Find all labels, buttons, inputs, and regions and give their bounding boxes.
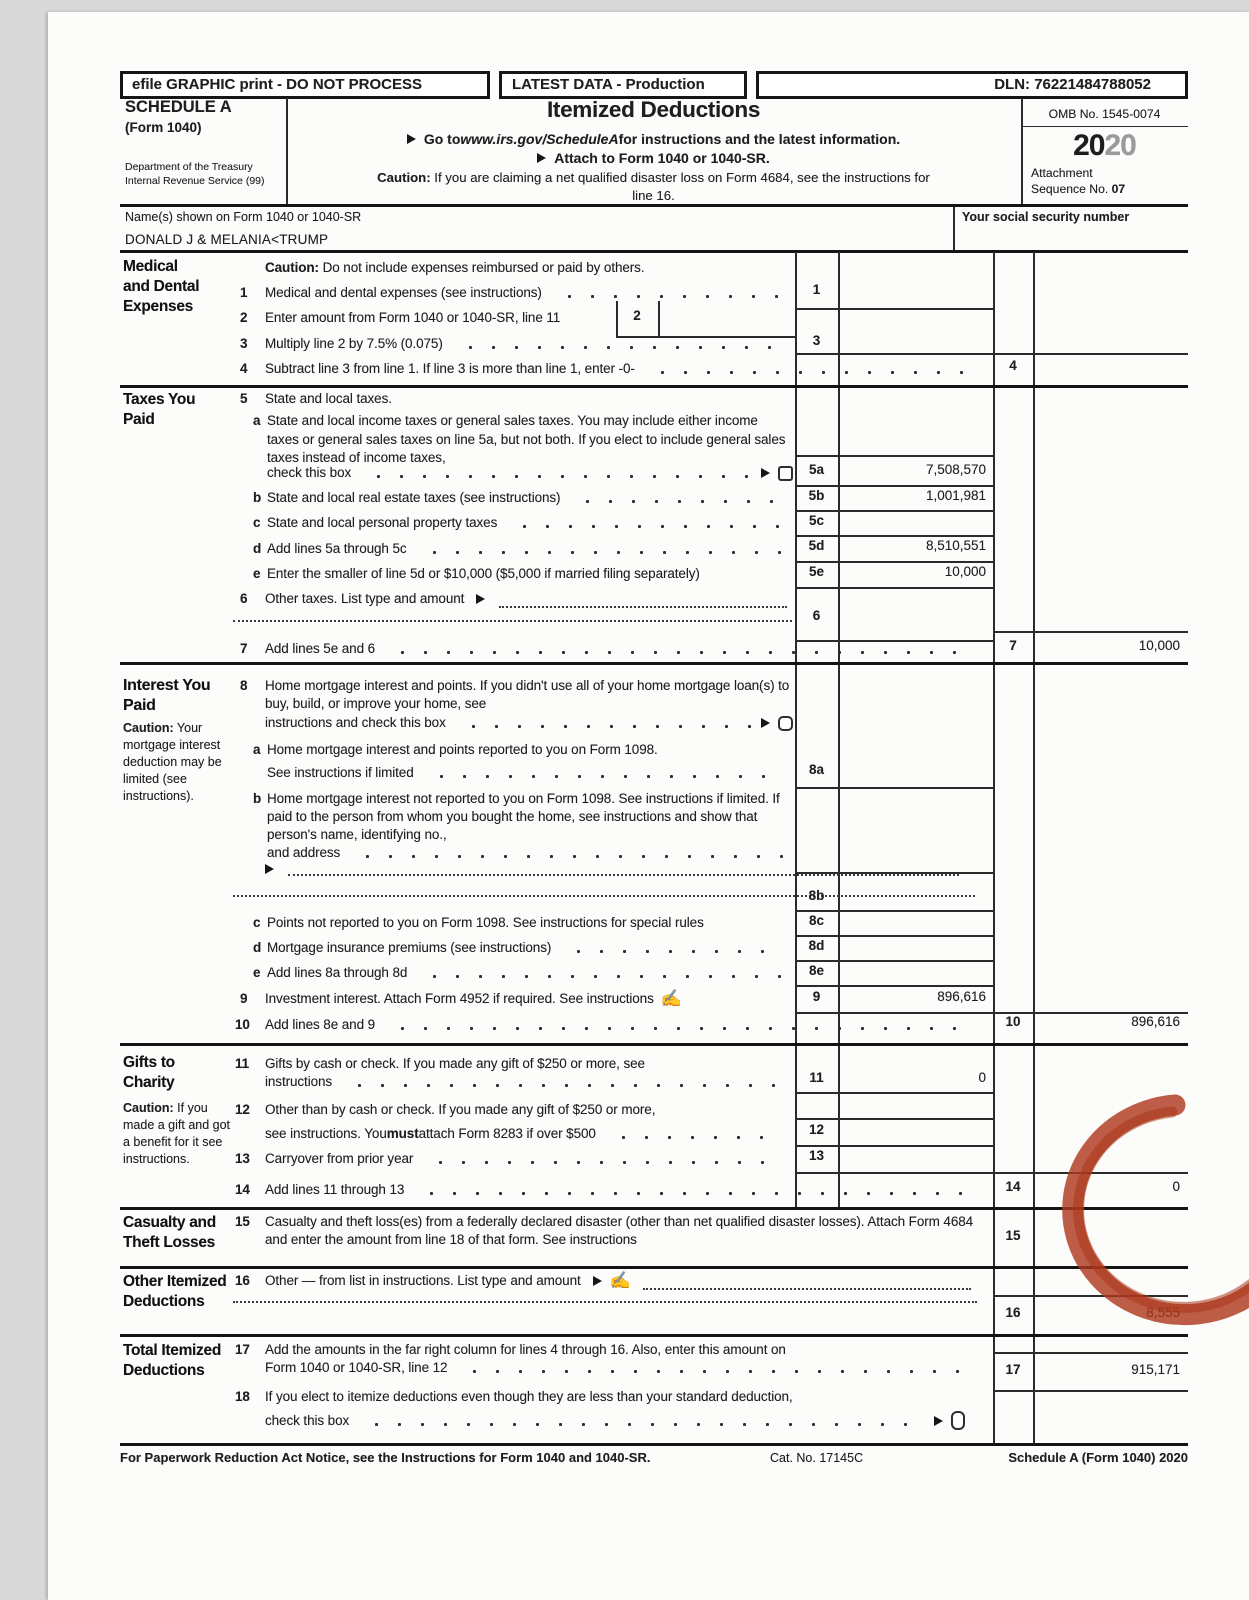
line7-amount: 10,000 <box>1138 638 1180 653</box>
cell-rule <box>795 535 993 537</box>
dot-leader <box>365 474 751 479</box>
line11-amount: 0 <box>978 1070 986 1085</box>
line8d-text-row <box>267 939 793 957</box>
line11-number: 11 <box>235 1056 250 1071</box>
line14-text-row <box>265 1181 980 1199</box>
dept-line1: Department of the Treasury <box>125 161 253 173</box>
line8e-box-label: 8e <box>808 963 825 978</box>
dept-line2: Internal Revenue Service (99) <box>125 175 265 187</box>
line5d-text-row <box>267 540 793 558</box>
goto-pre-text: Go to <box>423 131 461 147</box>
dot-leader <box>354 854 783 859</box>
line15-box-label: 15 <box>1005 1228 1021 1243</box>
line9-number: 9 <box>240 991 248 1006</box>
dot-leader <box>461 1369 973 1374</box>
line13-number: 13 <box>235 1151 250 1166</box>
section-rule <box>120 1043 1188 1046</box>
line5d-letter: d <box>253 541 262 556</box>
line17-box-label: 17 <box>1005 1362 1021 1377</box>
line8d-box-label: 8d <box>808 938 825 953</box>
line8d-letter: d <box>253 940 262 955</box>
schedule-a-label: SCHEDULE A <box>125 98 232 116</box>
write-in-line[interactable] <box>233 604 792 622</box>
line17-text: Add the amounts in the far right column for lines 4 through 16. Also, enter this amount on <box>265 1342 786 1357</box>
irs-url-link[interactable]: www.irs.gov/ScheduleA <box>460 131 619 147</box>
line8a-text2-row <box>267 764 793 782</box>
footer-rule <box>120 1443 1188 1446</box>
cell-rule <box>795 485 993 487</box>
line8b-text2: and address <box>267 845 341 860</box>
line12-text2-post: attach Form 8283 if over $500 <box>418 1126 596 1141</box>
sequence-number <box>1031 182 1125 196</box>
cell-rule <box>795 787 993 789</box>
line4-box-label: 4 <box>1009 358 1017 373</box>
section-rule <box>120 662 1188 665</box>
name-ssn-divider <box>953 207 955 250</box>
line9-text-row <box>265 990 793 1008</box>
dot-leader <box>460 724 751 729</box>
section-title-interest: Interest You Paid <box>123 677 211 714</box>
line10-number: 10 <box>235 1017 250 1032</box>
cell-rule <box>993 631 1188 633</box>
footer-form-id: Schedule A (Form 1040) 2020 <box>1008 1450 1188 1465</box>
line8-number: 8 <box>240 678 248 693</box>
dot-leader <box>565 949 783 954</box>
line1-text: Medical and dental expenses (see instructions) <box>265 285 542 300</box>
dot-leader <box>427 1160 783 1165</box>
line11-text2: instructions <box>265 1074 333 1089</box>
line4-text: Subtract line 3 from line 1. If line 3 is more than line 1, enter -0- <box>265 361 635 376</box>
line8b-address-row <box>267 844 793 862</box>
line2-inline-box-edge <box>616 301 618 337</box>
line17-number: 17 <box>235 1342 250 1357</box>
line5e-letter: e <box>253 566 261 581</box>
dln-banner <box>756 71 1188 99</box>
line8a-letter: a <box>253 742 261 757</box>
omb-number: OMB No. 1545-0074 <box>1048 107 1161 121</box>
caution-text-2: line 16. <box>632 188 675 203</box>
line14-text: Add lines 11 through 13 <box>265 1182 405 1197</box>
dot-leader <box>418 1191 970 1196</box>
inner-col-line <box>838 385 840 662</box>
line12-number: 12 <box>235 1102 250 1117</box>
header-caution <box>292 169 1015 205</box>
line5-text: State and local taxes. <box>265 391 392 406</box>
treasury-dept-label <box>125 160 265 188</box>
caution-label: Caution: <box>123 721 174 735</box>
line6-box-label: 6 <box>812 608 821 623</box>
cell-rule <box>795 587 993 589</box>
line3-box-label: 3 <box>812 333 821 348</box>
year-black-part: 20 <box>1073 129 1105 162</box>
cell-rule <box>795 455 993 457</box>
section-title-gifts: Gifts to Charity <box>123 1054 175 1091</box>
pointer-icon <box>476 594 485 604</box>
omb-rule <box>1021 126 1188 127</box>
line5b-amount: 1,001,981 <box>925 488 986 503</box>
line11-text2-row <box>265 1073 793 1091</box>
line16-box-label: 16 <box>1005 1305 1021 1320</box>
dot-leader <box>428 774 783 779</box>
name-row-rule <box>120 250 1188 253</box>
cell-rule <box>795 935 993 937</box>
line13-text: Carryover from prior year <box>265 1151 414 1166</box>
line5d-amount: 8,510,551 <box>925 538 986 553</box>
dot-leader <box>457 345 783 350</box>
pointer-icon <box>934 1416 943 1426</box>
paperwork-notice: For Paperwork Reduction Act Notice, see the Instructions for Form 1040 and 1040-SR. <box>120 1450 651 1465</box>
line17-text2: Form 1040 or 1040-SR, line 12 <box>265 1360 448 1375</box>
line18-text: If you elect to itemize deductions even though they are less than your standard deduction, <box>265 1389 793 1404</box>
dot-leader <box>421 550 783 555</box>
line13-box-label: 13 <box>808 1148 825 1163</box>
line10-box-label: 10 <box>1005 1014 1021 1029</box>
cell-rule <box>795 353 1188 355</box>
sequence-label: Sequence No. <box>1031 182 1112 196</box>
line5a-text: State and local income taxes or general sales taxes. You may include either income taxes or general sales taxes on line 5a, but not both. If you elect to include general sales taxes instead of income taxes, <box>267 413 786 465</box>
line12-box-label: 12 <box>808 1122 825 1137</box>
dln-text: DLN: 76221484788052 <box>994 76 1151 93</box>
line8b-box-label: 8b <box>808 888 825 903</box>
caution-text-1: If you are claiming a net qualified disaster loss on Form 4684, see the instructions for <box>430 170 930 185</box>
line8-check-row <box>265 714 793 732</box>
line2-number: 2 <box>240 310 248 325</box>
line3-number: 3 <box>240 336 248 351</box>
line8c-letter: c <box>253 915 261 930</box>
line10-text: Add lines 8e and 9 <box>265 1017 376 1032</box>
line1-number: 1 <box>240 285 248 300</box>
cell-rule <box>795 960 993 962</box>
cell-rule <box>795 308 993 310</box>
form-1040-label: (Form 1040) <box>125 120 202 135</box>
cell-rule <box>795 510 993 512</box>
section-rule <box>120 1334 1188 1337</box>
line5b-box-label: 5b <box>808 488 825 503</box>
elect-itemize-checkbox[interactable] <box>951 1411 965 1430</box>
line4-text-row <box>265 360 983 378</box>
line5e-box-label: 5e <box>808 564 825 579</box>
line5a-box-label: 5a <box>808 462 825 477</box>
line8d-text: Mortgage insurance premiums (see instructions) <box>267 940 552 955</box>
line5a-check-text: check this box <box>267 465 352 480</box>
line5d-box-label: 5d <box>808 538 825 553</box>
write-in-line[interactable] <box>288 862 959 876</box>
efile-banner-text: efile GRAPHIC print - DO NOT PROCESS <box>132 76 423 93</box>
line5a-amount: 7,508,570 <box>925 462 986 477</box>
taxpayer-name: DONALD J & MELANIA<TRUMP <box>125 232 329 247</box>
pointer-icon <box>265 864 274 874</box>
sequence-value: 07 <box>1111 182 1126 196</box>
line6-text: Other taxes. List type and amount <box>265 591 465 606</box>
line16-amount: 8,555 <box>1146 1305 1180 1320</box>
line14-amount: 0 <box>1172 1179 1180 1194</box>
line5e-amount: 10,000 <box>944 564 986 579</box>
cell-rule <box>795 985 993 987</box>
line18-check-text: check this box <box>265 1412 350 1428</box>
line11-box-label: 11 <box>809 1070 824 1085</box>
attach-text: Attach to Form 1040 or 1040-SR. <box>554 150 770 166</box>
line8e-text: Add lines 8a through 8d <box>267 965 408 980</box>
write-in-line[interactable] <box>233 1286 977 1303</box>
line1-text-row <box>265 284 793 302</box>
outer-col-left-line <box>993 252 995 1443</box>
cell-rule <box>795 1092 993 1094</box>
cell-rule <box>993 1352 1188 1354</box>
caution-text: If you made a gift and got a benefit for it see instructions. <box>123 1101 231 1166</box>
line5c-letter: c <box>253 515 261 530</box>
line8c-text: Points not reported to you on Form 1098. See instructions for special rules <box>267 915 704 930</box>
line8c-box-label: 8c <box>808 913 825 928</box>
line12-text2-row <box>265 1125 793 1143</box>
efile-banner <box>120 71 490 99</box>
line8b-writein-row <box>265 862 965 876</box>
cell-rule <box>795 910 993 912</box>
dot-leader <box>346 1083 783 1088</box>
line16-text: Other — from list in instructions. List type and amount <box>265 1273 581 1288</box>
line13-text-row <box>265 1150 793 1168</box>
line16-number: 16 <box>235 1273 250 1288</box>
line12-text2-pre: see instructions. You <box>265 1126 387 1141</box>
dot-leader <box>649 370 973 375</box>
outer-col-right-line <box>1033 252 1035 1443</box>
line14-number: 14 <box>235 1182 250 1197</box>
pointer-icon <box>407 134 416 144</box>
line8a-text2: See instructions if limited <box>267 765 414 780</box>
line11-text: Gifts by cash or check. If you made any gift of $250 or more, see <box>265 1056 645 1071</box>
goto-post-text: for instructions and the latest information. <box>618 131 901 147</box>
tax-year <box>1021 129 1188 163</box>
line5c-box-label: 5c <box>808 513 825 528</box>
dot-leader <box>363 1422 924 1427</box>
line8e-letter: e <box>253 965 261 980</box>
line6-number: 6 <box>240 591 248 606</box>
dot-leader <box>389 1026 973 1031</box>
line5-number: 5 <box>240 391 248 406</box>
line18-number: 18 <box>235 1389 250 1404</box>
section-rule <box>120 1266 1188 1269</box>
line2-box-label: 2 <box>633 308 641 323</box>
year-gray-part: 20 <box>1104 129 1136 162</box>
line8b-text: Home mortgage interest not reported to you on Form 1098. See instructions if limited. If paid to the person from whom you bought the home, see instructions and show that person's name, identifying no., <box>267 791 780 842</box>
attachment-label: Attachment <box>1031 166 1093 180</box>
name-label: Name(s) shown on Form 1040 or 1040-SR <box>125 210 362 224</box>
gifts-caution <box>123 1100 235 1168</box>
write-in-line[interactable] <box>233 880 975 897</box>
line17-text2-row <box>265 1359 983 1377</box>
caution-label: Caution: <box>123 1101 174 1115</box>
section-rule <box>120 1207 1188 1210</box>
line3-text: Multiply line 2 by 7.5% (0.075) <box>265 336 443 351</box>
caution-label: Caution: <box>377 170 431 185</box>
line9-text: Investment interest. Attach Form 4952 if required. See instructions <box>265 991 654 1006</box>
caution-text: Your mortgage interest deduction may be limited (see instructions). <box>123 721 222 803</box>
dot-leader <box>421 974 783 979</box>
line5b-text-row <box>267 489 793 507</box>
line12-must: must <box>386 1126 419 1141</box>
dot-leader <box>610 1135 783 1140</box>
section-title-casualty: Casualty and Theft Losses <box>123 1214 216 1251</box>
cell-rule <box>993 1295 1188 1297</box>
line2-inline-box-divider <box>658 301 660 337</box>
cell-rule <box>795 1172 1188 1174</box>
pointer-icon <box>761 468 770 478</box>
catalog-number: Cat. No. 17145C <box>770 1451 864 1465</box>
attach-instruction-line <box>286 150 1021 166</box>
line9-box-label: 9 <box>812 989 821 1004</box>
statement-icon: ✍ <box>609 1271 631 1290</box>
line8-text: Home mortgage interest and points. If you didn't use all of your home mortgage loan(s) to buy, build, or improve your home, see <box>265 678 790 711</box>
line7-text: Add lines 5e and 6 <box>265 641 376 656</box>
line8a-box-label: 8a <box>808 762 825 777</box>
line7-text-row <box>265 640 983 658</box>
sales-tax-checkbox[interactable] <box>778 466 793 481</box>
line8a-text: Home mortgage interest and points reported to you on Form 1098. <box>267 742 658 757</box>
dot-leader <box>389 650 973 655</box>
line15-text: Casualty and theft loss(es) from a federally declared disaster (other than net qualified disaster losses). Attach Form 4684 and enter the amount from line 18 of that form. See instructions <box>265 1214 974 1247</box>
latest-data-text: LATEST DATA - Production <box>512 76 705 93</box>
dot-leader <box>556 294 783 299</box>
line8e-text-row <box>267 964 793 982</box>
line9-amount: 896,616 <box>937 989 986 1004</box>
line14-box-label: 14 <box>1005 1179 1021 1194</box>
line5b-letter: b <box>253 490 262 505</box>
line5c-text-row <box>267 514 793 532</box>
line18-check-row <box>265 1411 965 1430</box>
cell-rule <box>993 1390 1188 1392</box>
dot-leader <box>511 524 783 529</box>
line17-amount: 915,171 <box>1131 1362 1180 1377</box>
line5c-text: State and local personal property taxes <box>267 515 498 530</box>
line15-number: 15 <box>235 1214 250 1229</box>
line3-text-row <box>265 335 793 353</box>
section-title-other: Other Itemized Deductions <box>123 1273 227 1310</box>
line7-box-label: 7 <box>1009 638 1017 653</box>
line7-number: 7 <box>240 641 248 656</box>
line2-text: Enter amount from Form 1040 or 1040-SR, line 11 <box>265 310 561 325</box>
line5b-text: State and local real estate taxes (see instructions) <box>267 490 561 505</box>
ssn-label: Your social security number <box>962 210 1130 224</box>
section-rule <box>120 385 1188 388</box>
section-title-total: Total Itemized Deductions <box>123 1342 221 1379</box>
line5e-text: Enter the smaller of line 5d or $10,000 ($5,000 if married filing separately) <box>267 566 700 581</box>
cell-rule <box>795 1118 993 1120</box>
mortgage-limit-checkbox[interactable] <box>778 716 793 731</box>
interest-caution <box>123 720 233 805</box>
caution-label: Caution: <box>265 260 319 275</box>
pointer-icon <box>761 718 770 728</box>
line10-amount: 896,616 <box>1131 1014 1180 1029</box>
cell-rule <box>795 561 993 563</box>
line8-check-text: instructions and check this box <box>265 715 446 730</box>
line5d-text: Add lines 5a through 5c <box>267 541 407 556</box>
pointer-icon <box>593 1276 602 1286</box>
latest-data-banner <box>499 71 747 99</box>
medical-caution <box>265 259 795 277</box>
page-title: Itemized Deductions <box>546 97 761 122</box>
section-title-medical: Medical and Dental Expenses <box>123 258 200 315</box>
line1-box-label: 1 <box>812 282 821 297</box>
cell-rule <box>795 1145 993 1147</box>
statement-icon: ✍ <box>660 989 682 1008</box>
dot-leader <box>574 499 783 504</box>
line5a-check-row <box>267 464 793 482</box>
line4-number: 4 <box>240 361 248 376</box>
section-title-taxes: Taxes You Paid <box>123 391 196 428</box>
caution-text: Do not include expenses reimbursed or paid by others. <box>318 260 645 275</box>
line12-text: Other than by cash or check. If you made any gift of $250 or more, <box>265 1102 656 1117</box>
goto-instruction-line <box>286 131 1021 147</box>
pointer-icon <box>537 153 546 163</box>
line5a-letter: a <box>253 413 261 428</box>
line10-text-row <box>265 1016 983 1034</box>
line8b-letter: b <box>253 791 262 806</box>
